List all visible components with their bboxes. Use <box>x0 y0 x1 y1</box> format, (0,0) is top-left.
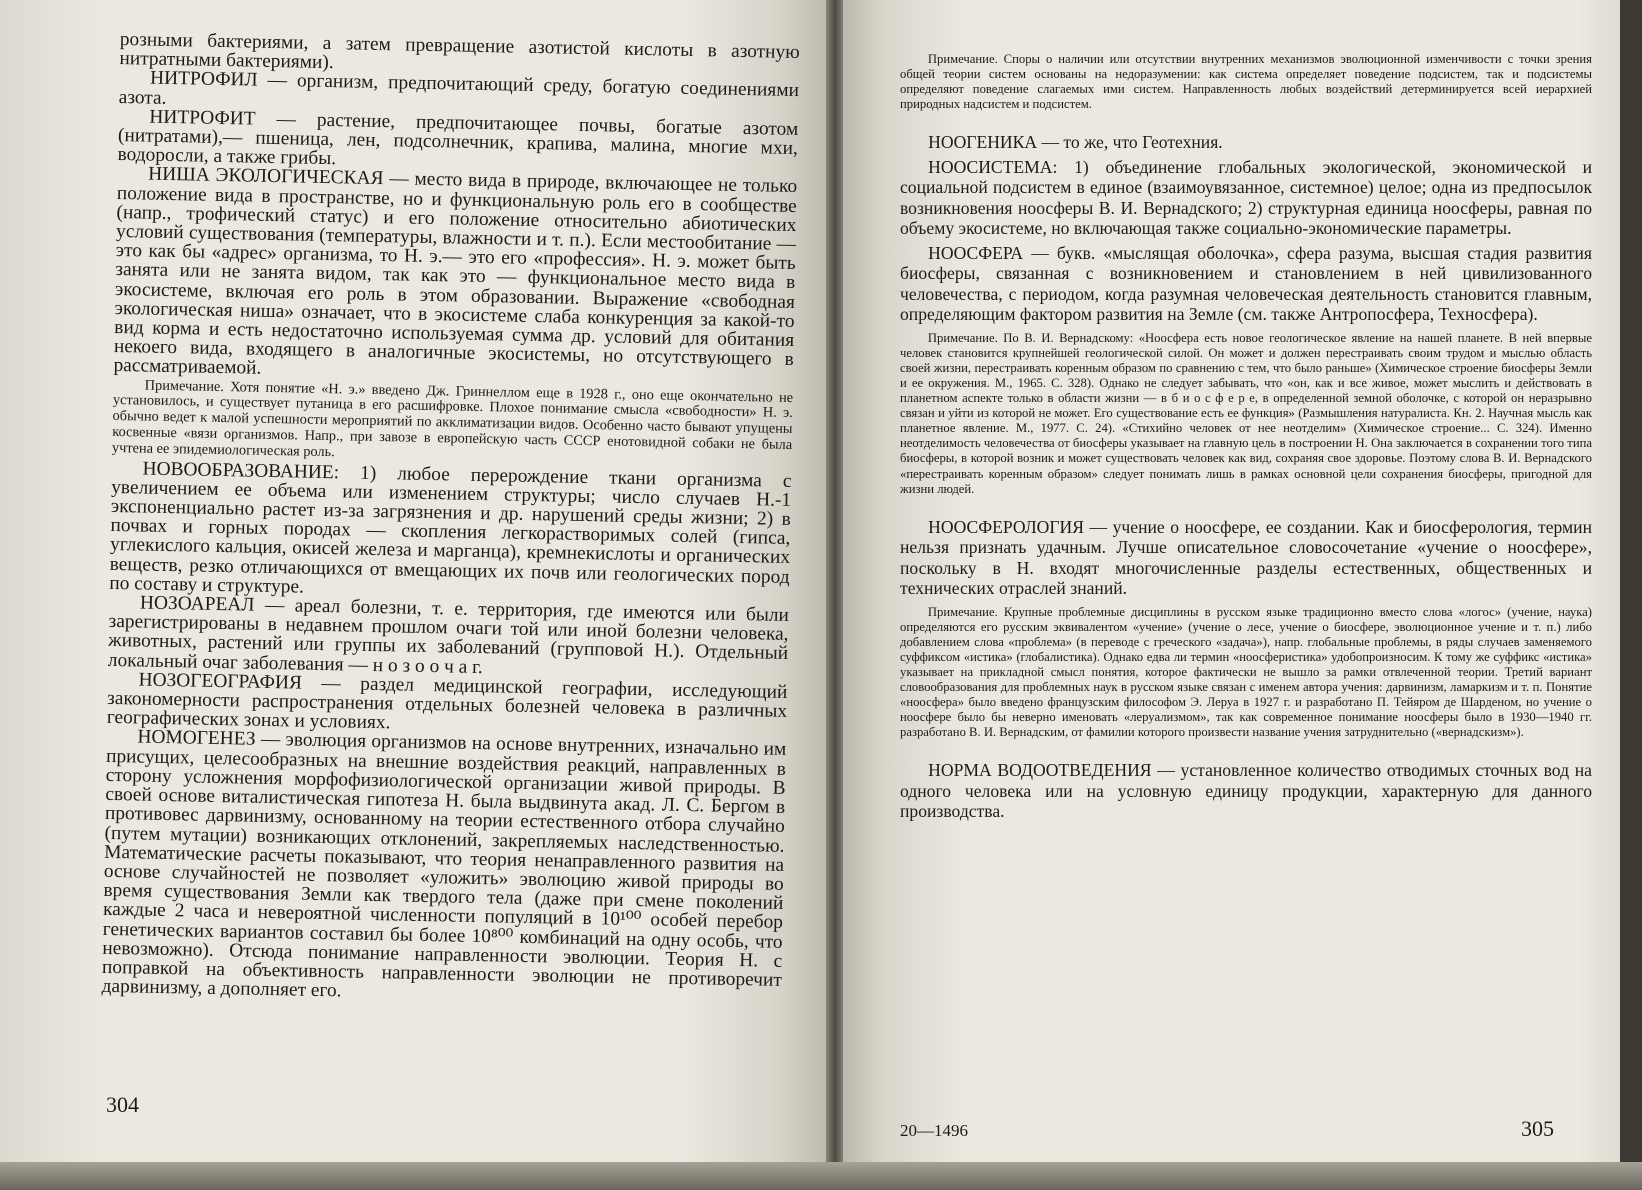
note-nomogenez: Примечание. Споры о наличии или отсутствии внутренних механизмов эволюционной изменчивости с точки зрения общей теории систем основаны на недоразумении: как система определяет поведение подсистем, так и подсистемы определяют поведение слагаемых ими систем. Направленность любых воздействий детерминируется всей иерархией природных надсистем и подсистем. <box>900 52 1592 112</box>
entry-noogenika: НООГЕНИКА — то же, что Геотехния. <box>928 132 1223 153</box>
entry-novoobrazovanie: НОВООБРАЗОВАНИЕ: 1) любое перерождение ткани организма с увеличением ее объема или изменением структуры; число случаев Н.-1 экспоненциально растет из-за загрязнения и др. нарушений среды жизни; 2) в почвах и горных породах — скопления легкорастворимых солей (гипса, углекислого кальция, окисей железа и марганца), кремнекислоты и органических веществ, резко отличающихся от вмещающих их почв или геологических пород по составу и структуре. <box>109 458 792 598</box>
entry-nitrofit: НИТРОФИТ — растение, предпочитающее почвы, богатые азотом (нитратами),— пшеница, лен, подсолнечник, крапива, малина, многие мхи, водоросли, а также грибы. <box>117 106 799 170</box>
note-noosfera: Примечание. По В. И. Вернадскому: «Ноосфера есть новое геологическое явление на нашей планете. В ней впервые человек становится крупнейшей геологической силой. Он может и должен перестраивать своим трудом и мыслью область своей жизни, перестраивать коренным образом по сравнению с тем, что было раньше» (Химическое строение биосферы Земли и ее окружения. М., 1965. С. 328). Однако не следует забывать, что «он, как и все живое, может мыслить и действовать в планетном аспекте только в области жизни — в б и о с ф е р е, в определенной земной оболочке, с которой он неразрывно связан и уйти из которой не может. Его существование есть ее функция» (Размышления натуралиста. Кн. 2. Научная мысль как планетное явление. М., 1977. С. 24). «Стихийно человек от нее неотделим» (Химическое строение... С. 324). Именно неотделимость человечества от биосферы указывает на главную цель в построении Н. Она заключается в сохранении того типа биосферы, в которой возник и может существовать человек как вид, сохраняя свое здоровье. Поэтому слова В. И. Вернадского «перестраивать коренным образом» следует понимать лишь в рамках основной цели сохранения биосферы, пригодной для жизни людей. <box>900 330 1592 496</box>
entry-noosistema: НООСИСТЕМА: 1) объединение глобальных экологической, экономической и социальной подсистем в единое (взаимоувязанное, системное) целое; одна из предпосылок возникновения ноосферы В. И. Вернадского; 2) структурная единица ноосферы, равная по объему экосистеме, но включающая также социально-экономические параметры. <box>900 156 1592 239</box>
page-number-right: 305 <box>1521 1116 1554 1141</box>
printer-signature: 20—1496 <box>900 1121 968 1140</box>
entry-nomogenez: НОМОГЕНЕЗ — эволюция организмов на основе внутренних, изначально им присущих, целесообразных на внешние воздействия реакций, направленных в сторону усложнения морфофизиологической организации живой природы. В своей основе виталистическая гипотеза Н. была выдвинута акад. Л. С. Бергом в противовес дарвинизму, основанному на теории естественного отбора случайно (путем мутации) возникающих отклонений, закрепляемых наследственностью. Математические расчеты показывают, что теория ненаправленного развития на основе случайностей не позволяет «уложить» эволюцию живой природы во время существования Земли как твердого тела (даже при смене поколений каждые 2 часа и невероятной численности популяций в 10¹⁰⁰ особей перебор генетических вариантов составил бы более 10⁸⁰⁰ комбинаций на одну особь, что невозможно). Отсюда понимание направленности эволюции. Теория Н. с поправкой на объективность направленности эволюции не противоречит дарвинизму, а дополняет его. <box>101 726 787 1002</box>
scan-edge-bottom <box>0 1162 1642 1190</box>
note-nisha: Примечание. Хотя понятие «Н. э.» введено Дж. Гриннеллом еще в 1928 г., оно еще окончательно не установилось, и существует путаница в его расшифровке. Плохое понимание смысла «свободности» Н. э. обычно ведет к малой успешности мероприятий по акклиматизации видов. Особенно часто бывают упущены косвенные «вязи организмов. Напр., при завозе в европейскую часть СССР енотовидной собаки не была учтена ее эпидемиологическая роль. <box>111 377 794 461</box>
scan-edge-right <box>1620 0 1642 1190</box>
right-page-text <box>900 46 1592 822</box>
entry-continuation: розными бактериями, а затем превращение азотистой кислоты в азотную нитратными бактериями). <box>119 29 800 74</box>
entry-nisha-ekologicheskaya: НИША ЭКОЛОГИЧЕСКАЯ — место вида в природе, включающее не только положение вида в пространстве, но и функциональную роль его в сообществе (напр., трофический статус) и его положение относительно абиотических условий существования (температуры, влажности и т. п.). Если местообитание — это как бы «адрес» организма, то Н. э.— это его «профессия». Н. э. может быть занята или не занята видом, так как это — функциональное место вида в экосистеме, включая его роль в этом образовании. Выражение «свободная экологическая ниша» означает, что в экосистеме слаба конкуренция за какой-то вид корма и есть недостаточно используемая сумма др. условий для обитания некоего вида, входящего в аналогичные экосистемы, но отсутствующего в рассматриваемой. <box>113 163 798 380</box>
entry-noosferologiya: НООСФЕРОЛОГИЯ — учение о ноосфере, ее создании. Как и биосферология, термин нельзя признать удачным. Лучше описательное словосочетание «учение о ноосфере», поскольку в Н. входят многочисленные разделы естественных, общественных и технических отраслей знаний. <box>900 516 1592 599</box>
entry-nozogeografiya: НОЗОГЕОГРАФИЯ — раздел медицинской географии, исследующий закономерности распространения отдельных болезней человека в различных географических зонах и условиях. <box>106 669 788 734</box>
entry-nitrofil: НИТРОФИЛ — организм, предпочитающий среду, богатую соединениями азота. <box>118 67 800 109</box>
page-number-left: 304 <box>106 1092 139 1117</box>
entry-noosfera: НООСФЕРА — букв. «мыслящая оболочка», сфера разума, высшая стадия развития биосферы, связанная с возникновением и становлением в ней цивилизованного человечества, с периодом, когда разумная человеческая деятельность становится главным, определяющим фактором развития на Земле (см. также Антропосфера, Техносфера). <box>900 242 1592 325</box>
entry-norma-vodootvedeniya: НОРМА ВОДООТВЕДЕНИЯ — установленное количество отводимых сточных вод на одного человека или на условную единицу продукции, характерную для данного производства. <box>900 760 1592 822</box>
left-page-text <box>101 30 799 1009</box>
note-noosferologiya: Примечание. Крупные проблемные дисциплины в русском языке традиционно вместо слова «логос» (учение, наука) определяются его русским эквивалентом «учение» (учение о лесе, учение о биосфере, эволюционное учение и т. п.) либо добавлением слова «проблема» (в переводе с греческого «задача»), напр. глобальные проблемы, в ряды случаев заменяемого суффиксом «истика» (глобалистика). Однако едва ли термин «ноосферистика» удобопроизносим. К тому же суффикс «истика» указывает на прикладной смысл понятия, которое фактически не вышло за рамки отвлеченной теории. Третий вариант словообразования для проблемных наук в русском языке связан с именем автора учения: дарвинизм, ламаркизм и т. п. Понятие «ноосфера» было введено французским философом Э. Леруа в 1927 г. и разработано П. Тейяром де Шарденом, но учение о ноосфере было бы неверно именовать «леруализмом», так как современное понимание ноосферы было в 1930—1940 гг. разработано В. И. Вернадским, от фамилии которого произвести название учения затруднительно («вернадскизм»). <box>900 604 1592 740</box>
right-page <box>843 0 1642 1190</box>
entry-nozoareal: НОЗОАРЕАЛ — ареал болезни, т. е. территория, где имеются или были зарегистрированы в недавнем прошлом очаги той или иной болезни человека, животных, растений или группы их заболеваний (групповой Н.). Отдельный локальный очаг заболевания — н о з о о ч а г. <box>107 592 790 678</box>
